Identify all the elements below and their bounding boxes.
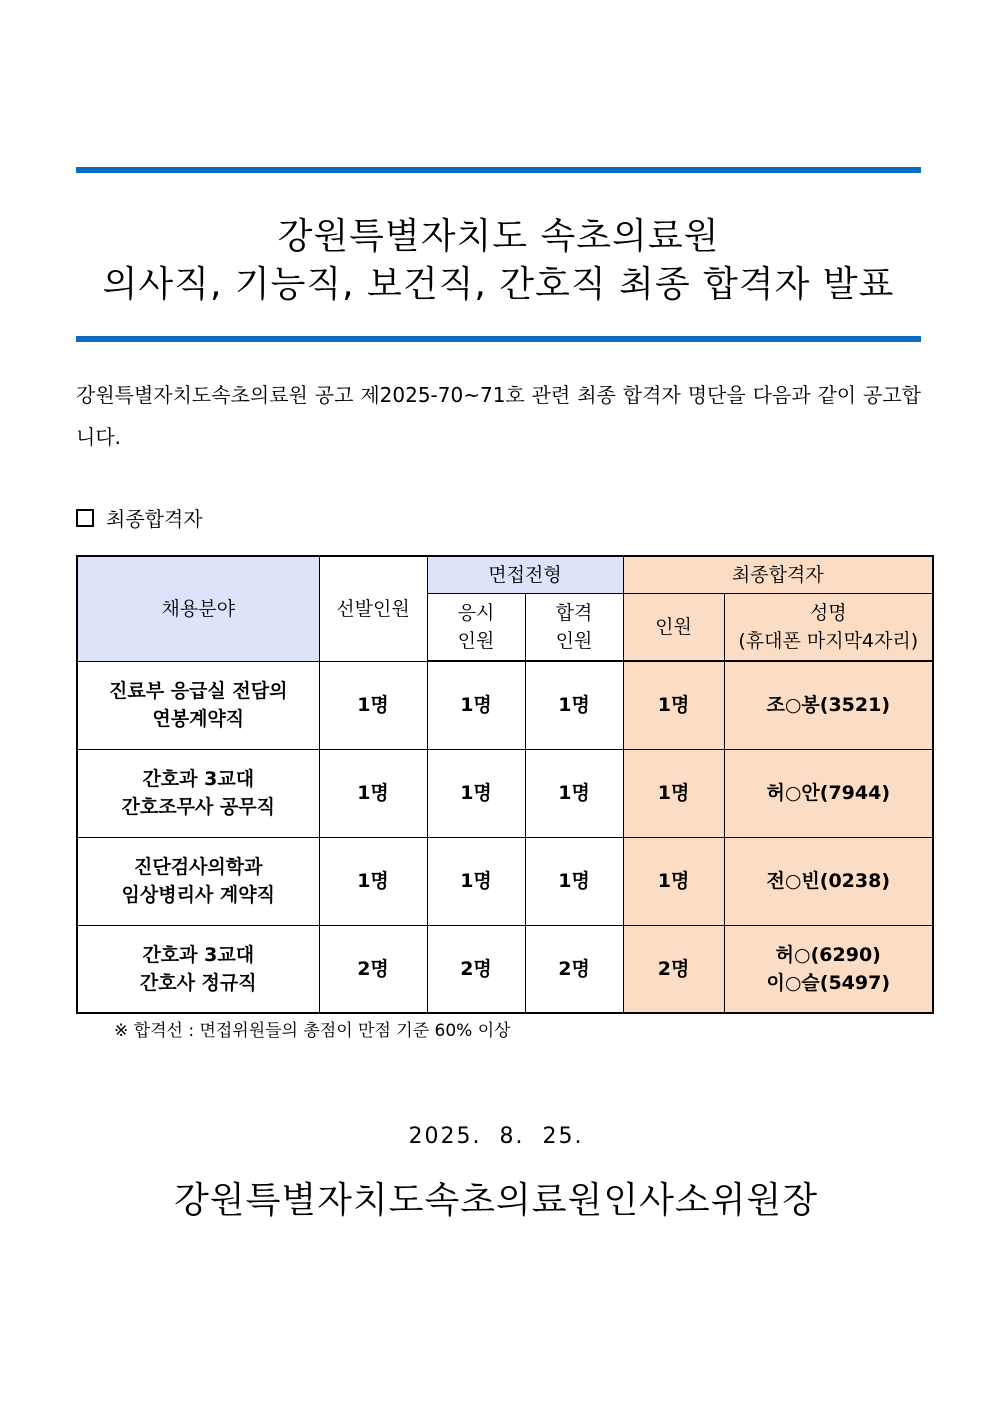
table-row (77, 837, 933, 925)
table-row (77, 925, 933, 1013)
header-final-count: 인원 (623, 593, 724, 661)
notice-text: 강원특별자치도속초의료원 공고 제2025-70~71호 관련 최종 합격자 명단을 다음과 같이 공고합니다. (76, 383, 921, 449)
applicants-cell: 1명 (427, 749, 525, 837)
announcement-title-line1: 강원특별자치도 속초의료원 (277, 216, 720, 257)
final-count-cell: 1명 (623, 661, 724, 749)
selection-cell: 2명 (319, 925, 427, 1013)
section-heading (76, 503, 203, 532)
names-cell: 허○안(7944) (724, 749, 933, 837)
table-row (77, 749, 933, 837)
names-cell: 조○봉(3521) (724, 661, 933, 749)
selection-cell: 1명 (319, 749, 427, 837)
final-count-cell: 1명 (623, 837, 724, 925)
applicants-cell: 1명 (427, 661, 525, 749)
names-cell: 허○(6290) 이○슬(5497) (724, 925, 933, 1013)
announcement-title-line2: 의사직, 기능직, 보건직, 간호직 최종 합격자 발표 (102, 264, 895, 305)
results-table (76, 555, 934, 1014)
selection-cell: 1명 (319, 661, 427, 749)
top-divider (76, 167, 921, 173)
passed-cell: 1명 (525, 749, 623, 837)
announcement-date: 2025. 8. 25. (408, 1124, 584, 1149)
final-count-cell: 1명 (623, 749, 724, 837)
passed-cell: 1명 (525, 661, 623, 749)
section-title: 최종합격자 (106, 507, 203, 531)
header-final: 최종합격자 (623, 556, 933, 593)
table-row (77, 661, 933, 749)
passed-cell: 1명 (525, 837, 623, 925)
pass-criteria-note: ※ 합격선 : 면접위원들의 총점이 만점 기준 60% 이상 (114, 1021, 511, 1041)
applicants-cell: 2명 (427, 925, 525, 1013)
header-field: 채용분야 (77, 556, 319, 661)
field-cell: 간호과 3교대 간호사 정규직 (77, 925, 319, 1013)
header-passed: 합격 인원 (525, 593, 623, 661)
header-interview: 면접전형 (427, 556, 623, 593)
checkbox-icon (76, 509, 94, 527)
issuer-signature: 강원특별자치도속초의료원인사소위원장 (174, 1180, 818, 1221)
header-name: 성명 (휴대폰 마지막4자리) (724, 593, 933, 661)
header-selection: 선발인원 (319, 556, 427, 661)
selection-cell: 1명 (319, 837, 427, 925)
field-cell: 진단검사의학과 임상병리사 계약직 (77, 837, 319, 925)
final-count-cell: 2명 (623, 925, 724, 1013)
field-cell: 진료부 응급실 전담의 연봉계약직 (77, 661, 319, 749)
names-cell: 전○빈(0238) (724, 837, 933, 925)
bottom-divider (76, 336, 921, 342)
passed-cell: 2명 (525, 925, 623, 1013)
field-cell: 간호과 3교대 간호조무사 공무직 (77, 749, 319, 837)
applicants-cell: 1명 (427, 837, 525, 925)
header-applicants: 응시 인원 (427, 593, 525, 661)
